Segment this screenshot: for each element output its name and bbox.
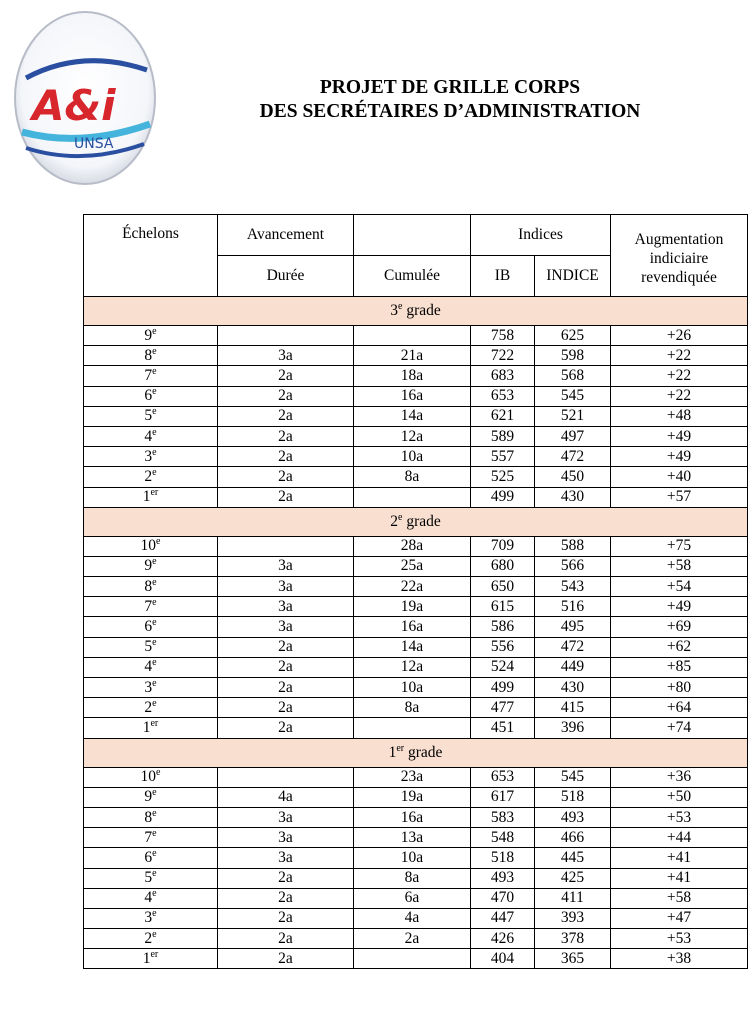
cell-echelon bbox=[84, 868, 218, 888]
echelon-suffix: e bbox=[152, 345, 157, 357]
grade-number-suffix: e bbox=[398, 300, 403, 312]
cell-augmentation: +69 bbox=[611, 617, 748, 637]
cell-cumulee: 16a bbox=[354, 617, 471, 637]
cell-cumulee: 10a bbox=[354, 678, 471, 698]
header-augmentation-line2: indiciaire bbox=[649, 250, 709, 267]
cell-cumulee: 8a bbox=[354, 467, 471, 487]
cell-cumulee: 12a bbox=[354, 657, 471, 677]
cell-duree: 2a bbox=[218, 467, 354, 487]
header-indice: INDICE bbox=[535, 256, 611, 297]
table-row bbox=[84, 467, 748, 487]
grade-header-row bbox=[84, 507, 748, 536]
echelon-suffix: er bbox=[150, 948, 159, 960]
logo-sub-text: UNSA bbox=[74, 136, 114, 152]
cell-echelon bbox=[84, 767, 218, 787]
echelon-suffix: e bbox=[152, 556, 157, 568]
title-line-1: PROJET DE GRILLE CORPS bbox=[319, 77, 581, 98]
cell-echelon bbox=[84, 657, 218, 677]
cell-augmentation: +75 bbox=[611, 536, 748, 556]
echelon-number: 7 bbox=[144, 828, 153, 846]
cell-indice: 625 bbox=[535, 326, 611, 346]
cell-duree bbox=[218, 536, 354, 556]
table-row bbox=[84, 366, 748, 386]
grade-header-row bbox=[84, 738, 748, 767]
echelon-suffix: e bbox=[152, 787, 157, 799]
cell-ib: 589 bbox=[471, 426, 535, 446]
cell-augmentation: +58 bbox=[611, 888, 748, 908]
echelon-number: 4 bbox=[144, 427, 153, 445]
cell-echelon bbox=[84, 556, 218, 576]
cell-echelon bbox=[84, 426, 218, 446]
table-row bbox=[84, 868, 748, 888]
header-empty bbox=[354, 215, 471, 256]
cell-duree: 3a bbox=[218, 807, 354, 827]
cell-indice: 493 bbox=[535, 807, 611, 827]
cell-augmentation: +44 bbox=[611, 828, 748, 848]
table-row bbox=[84, 807, 748, 827]
echelon-suffix: e bbox=[152, 888, 157, 900]
cell-ib: 650 bbox=[471, 577, 535, 597]
cell-indice: 415 bbox=[535, 698, 611, 718]
cell-indice: 472 bbox=[535, 637, 611, 657]
cell-duree: 2a bbox=[218, 447, 354, 467]
cell-cumulee: 18a bbox=[354, 366, 471, 386]
echelon-suffix: e bbox=[152, 466, 157, 478]
cell-echelon bbox=[84, 787, 218, 807]
cell-duree: 2a bbox=[218, 366, 354, 386]
page-title bbox=[160, 76, 740, 124]
echelon-number: 9 bbox=[144, 788, 153, 806]
grade-label: grade bbox=[406, 512, 441, 530]
cell-cumulee: 16a bbox=[354, 386, 471, 406]
table-row bbox=[84, 848, 748, 868]
cell-augmentation: +64 bbox=[611, 698, 748, 718]
echelon-suffix: e bbox=[152, 677, 157, 689]
cell-duree: 2a bbox=[218, 386, 354, 406]
cell-duree: 2a bbox=[218, 888, 354, 908]
table-row bbox=[84, 617, 748, 637]
echelon-number: 2 bbox=[144, 698, 153, 716]
cell-cumulee: 8a bbox=[354, 698, 471, 718]
echelon-number: 4 bbox=[144, 658, 153, 676]
cell-augmentation: +48 bbox=[611, 406, 748, 426]
cell-augmentation: +57 bbox=[611, 487, 748, 507]
cell-indice: 445 bbox=[535, 848, 611, 868]
cell-ib: 404 bbox=[471, 949, 535, 969]
cell-echelon bbox=[84, 406, 218, 426]
cell-duree: 3a bbox=[218, 617, 354, 637]
cell-duree: 3a bbox=[218, 828, 354, 848]
table-row bbox=[84, 406, 748, 426]
table-row bbox=[84, 326, 748, 346]
cell-duree: 2a bbox=[218, 718, 354, 738]
header-augmentation-line3: revendiquée bbox=[641, 269, 717, 286]
header-duree: Durée bbox=[218, 256, 354, 297]
cell-augmentation: +49 bbox=[611, 597, 748, 617]
cell-cumulee: 13a bbox=[354, 828, 471, 848]
cell-ib: 451 bbox=[471, 718, 535, 738]
echelon-suffix: e bbox=[152, 406, 157, 418]
echelon-suffix: e bbox=[152, 426, 157, 438]
cell-ib: 499 bbox=[471, 487, 535, 507]
cell-ib: 470 bbox=[471, 888, 535, 908]
echelon-suffix: e bbox=[152, 365, 157, 377]
cell-echelon bbox=[84, 929, 218, 949]
grade-number-suffix: e bbox=[398, 511, 403, 523]
grade-header-row bbox=[84, 297, 748, 326]
table-row bbox=[84, 718, 748, 738]
cell-echelon bbox=[84, 828, 218, 848]
cell-echelon bbox=[84, 678, 218, 698]
header-cumulee: Cumulée bbox=[354, 256, 471, 297]
cell-cumulee: 21a bbox=[354, 346, 471, 366]
echelon-suffix: e bbox=[152, 576, 157, 588]
cell-echelon bbox=[84, 487, 218, 507]
table-row bbox=[84, 908, 748, 928]
cell-augmentation: +41 bbox=[611, 848, 748, 868]
echelon-suffix: e bbox=[152, 637, 157, 649]
cell-ib: 653 bbox=[471, 386, 535, 406]
echelon-suffix: e bbox=[152, 325, 157, 337]
echelon-number: 3 bbox=[144, 678, 153, 696]
echelon-suffix: e bbox=[152, 596, 157, 608]
cell-duree: 2a bbox=[218, 487, 354, 507]
echelon-number: 3 bbox=[144, 447, 153, 465]
echelon-suffix: e bbox=[152, 928, 157, 940]
cell-indice: 450 bbox=[535, 467, 611, 487]
table-row bbox=[84, 597, 748, 617]
cell-cumulee: 14a bbox=[354, 406, 471, 426]
cell-indice: 545 bbox=[535, 767, 611, 787]
cell-augmentation: +53 bbox=[611, 807, 748, 827]
cell-cumulee: 4a bbox=[354, 908, 471, 928]
cell-indice: 430 bbox=[535, 487, 611, 507]
cell-ib: 653 bbox=[471, 767, 535, 787]
grade-number: 3 bbox=[390, 302, 398, 319]
table-row bbox=[84, 447, 748, 467]
cell-ib: 447 bbox=[471, 908, 535, 928]
cell-duree: 3a bbox=[218, 597, 354, 617]
cell-augmentation: +49 bbox=[611, 426, 748, 446]
echelon-number: 3 bbox=[144, 909, 153, 927]
cell-ib: 683 bbox=[471, 366, 535, 386]
cell-echelon bbox=[84, 577, 218, 597]
cell-ib: 493 bbox=[471, 868, 535, 888]
echelon-number: 1 bbox=[142, 488, 151, 506]
cell-indice: 516 bbox=[535, 597, 611, 617]
cell-duree: 3a bbox=[218, 848, 354, 868]
cell-indice: 411 bbox=[535, 888, 611, 908]
cell-indice: 472 bbox=[535, 447, 611, 467]
header-ib: IB bbox=[471, 256, 535, 297]
table-row bbox=[84, 787, 748, 807]
cell-augmentation: +41 bbox=[611, 868, 748, 888]
cell-ib: 615 bbox=[471, 597, 535, 617]
cell-echelon bbox=[84, 908, 218, 928]
cell-duree: 2a bbox=[218, 678, 354, 698]
cell-echelon bbox=[84, 617, 218, 637]
table-row bbox=[84, 577, 748, 597]
cell-ib: 586 bbox=[471, 617, 535, 637]
table-row bbox=[84, 426, 748, 446]
grade-label: grade bbox=[408, 743, 443, 761]
cell-cumulee: 19a bbox=[354, 787, 471, 807]
header-echelons: Échelons bbox=[84, 215, 218, 297]
table-row bbox=[84, 637, 748, 657]
echelon-number: 9 bbox=[144, 326, 153, 344]
cell-indice: 588 bbox=[535, 536, 611, 556]
cell-duree: 2a bbox=[218, 637, 354, 657]
cell-indice: 393 bbox=[535, 908, 611, 928]
cell-cumulee: 14a bbox=[354, 637, 471, 657]
cell-echelon bbox=[84, 386, 218, 406]
cell-cumulee: 8a bbox=[354, 868, 471, 888]
cell-echelon bbox=[84, 447, 218, 467]
table-row bbox=[84, 556, 748, 576]
cell-echelon bbox=[84, 467, 218, 487]
echelon-number: 10 bbox=[140, 537, 157, 555]
cell-cumulee: 12a bbox=[354, 426, 471, 446]
logo-main-text: A&i bbox=[32, 81, 116, 130]
header-indices: Indices bbox=[471, 215, 611, 256]
echelon-number: 5 bbox=[144, 407, 153, 425]
cell-indice: 518 bbox=[535, 787, 611, 807]
echelon-suffix: er bbox=[150, 717, 159, 729]
cell-augmentation: +47 bbox=[611, 908, 748, 928]
table-row bbox=[84, 678, 748, 698]
cell-indice: 425 bbox=[535, 868, 611, 888]
echelon-suffix: e bbox=[156, 536, 161, 548]
cell-ib: 477 bbox=[471, 698, 535, 718]
echelon-suffix: e bbox=[152, 657, 157, 669]
cell-indice: 365 bbox=[535, 949, 611, 969]
echelon-suffix: e bbox=[152, 386, 157, 397]
cell-duree: 2a bbox=[218, 949, 354, 969]
echelon-number: 2 bbox=[144, 929, 153, 947]
cell-duree: 2a bbox=[218, 868, 354, 888]
table-row bbox=[84, 386, 748, 406]
grade-number: 2 bbox=[390, 512, 398, 530]
cell-ib: 499 bbox=[471, 678, 535, 698]
cell-ib: 557 bbox=[471, 447, 535, 467]
cell-augmentation: +74 bbox=[611, 718, 748, 738]
salary-grid-table bbox=[83, 214, 748, 969]
cell-echelon bbox=[84, 807, 218, 827]
cell-echelon bbox=[84, 326, 218, 346]
cell-duree: 4a bbox=[218, 787, 354, 807]
cell-echelon bbox=[84, 637, 218, 657]
echelon-number: 6 bbox=[144, 618, 153, 636]
echelon-suffix: e bbox=[152, 616, 157, 628]
cell-ib: 524 bbox=[471, 657, 535, 677]
cell-augmentation: +50 bbox=[611, 787, 748, 807]
cell-ib: 518 bbox=[471, 848, 535, 868]
cell-cumulee: 22a bbox=[354, 577, 471, 597]
echelon-suffix: e bbox=[156, 767, 161, 778]
echelon-suffix: e bbox=[152, 908, 157, 920]
cell-duree: 2a bbox=[218, 657, 354, 677]
cell-ib: 525 bbox=[471, 467, 535, 487]
cell-ib: 758 bbox=[471, 326, 535, 346]
table-row bbox=[84, 888, 748, 908]
cell-augmentation: +22 bbox=[611, 366, 748, 386]
cell-cumulee: 6a bbox=[354, 888, 471, 908]
cell-indice: 568 bbox=[535, 366, 611, 386]
echelon-number: 5 bbox=[144, 638, 153, 656]
cell-ib: 617 bbox=[471, 787, 535, 807]
cell-cumulee: 19a bbox=[354, 597, 471, 617]
cell-duree: 3a bbox=[218, 577, 354, 597]
cell-cumulee bbox=[354, 487, 471, 507]
table-row bbox=[84, 536, 748, 556]
cell-echelon bbox=[84, 698, 218, 718]
echelon-number: 1 bbox=[142, 949, 151, 967]
cell-indice: 378 bbox=[535, 929, 611, 949]
cell-duree: 2a bbox=[218, 929, 354, 949]
cell-indice: 545 bbox=[535, 386, 611, 406]
echelon-number: 5 bbox=[144, 869, 153, 887]
cell-augmentation: +54 bbox=[611, 577, 748, 597]
echelon-suffix: e bbox=[152, 847, 157, 859]
cell-augmentation: +58 bbox=[611, 556, 748, 576]
cell-duree bbox=[218, 326, 354, 346]
header-augmentation-line1: Augmentation bbox=[634, 231, 724, 248]
echelon-number: 2 bbox=[144, 467, 153, 485]
echelon-suffix: e bbox=[152, 827, 157, 839]
cell-duree: 2a bbox=[218, 908, 354, 928]
cell-augmentation: +62 bbox=[611, 637, 748, 657]
cell-ib: 722 bbox=[471, 346, 535, 366]
cell-indice: 521 bbox=[535, 406, 611, 426]
cell-indice: 497 bbox=[535, 426, 611, 446]
cell-echelon bbox=[84, 718, 218, 738]
echelon-number: 7 bbox=[144, 366, 153, 384]
cell-echelon bbox=[84, 597, 218, 617]
table-row bbox=[84, 767, 748, 787]
cell-cumulee: 25a bbox=[354, 556, 471, 576]
title-line-2: DES SECRÉTAIRES D’ADMINISTRATION bbox=[259, 101, 641, 122]
echelon-suffix: e bbox=[152, 697, 157, 709]
echelon-number: 8 bbox=[144, 346, 153, 364]
table-row bbox=[84, 949, 748, 969]
ai-unsa-logo bbox=[12, 8, 158, 188]
cell-cumulee: 2a bbox=[354, 929, 471, 949]
header-avancement: Avancement bbox=[218, 215, 354, 256]
cell-echelon bbox=[84, 848, 218, 868]
cell-ib: 548 bbox=[471, 828, 535, 848]
cell-indice: 566 bbox=[535, 556, 611, 576]
echelon-suffix: e bbox=[152, 446, 157, 458]
cell-indice: 495 bbox=[535, 617, 611, 637]
cell-augmentation: +22 bbox=[611, 346, 748, 366]
grid-body bbox=[84, 297, 748, 969]
cell-duree: 3a bbox=[218, 346, 354, 366]
table-row bbox=[84, 828, 748, 848]
cell-augmentation: +85 bbox=[611, 657, 748, 677]
cell-cumulee: 28a bbox=[354, 536, 471, 556]
cell-duree bbox=[218, 767, 354, 787]
cell-echelon bbox=[84, 346, 218, 366]
echelon-number: 8 bbox=[144, 577, 153, 595]
cell-cumulee: 16a bbox=[354, 807, 471, 827]
cell-duree: 2a bbox=[218, 406, 354, 426]
grade-title bbox=[84, 297, 748, 326]
cell-ib: 426 bbox=[471, 929, 535, 949]
cell-augmentation: +49 bbox=[611, 447, 748, 467]
cell-augmentation: +40 bbox=[611, 467, 748, 487]
cell-augmentation: +38 bbox=[611, 949, 748, 969]
table-row bbox=[84, 929, 748, 949]
echelon-number: 7 bbox=[144, 597, 153, 615]
grade-label: grade bbox=[406, 302, 441, 319]
echelon-number: 6 bbox=[144, 387, 153, 405]
table-row bbox=[84, 657, 748, 677]
cell-duree: 2a bbox=[218, 426, 354, 446]
cell-ib: 583 bbox=[471, 807, 535, 827]
cell-echelon bbox=[84, 888, 218, 908]
cell-duree: 2a bbox=[218, 698, 354, 718]
cell-indice: 598 bbox=[535, 346, 611, 366]
cell-cumulee bbox=[354, 326, 471, 346]
cell-cumulee: 10a bbox=[354, 848, 471, 868]
cell-cumulee bbox=[354, 718, 471, 738]
cell-ib: 621 bbox=[471, 406, 535, 426]
echelon-suffix: e bbox=[152, 807, 157, 819]
grade-number-suffix: er bbox=[396, 742, 405, 754]
cell-indice: 430 bbox=[535, 678, 611, 698]
grade-number: 1 bbox=[388, 743, 397, 761]
cell-echelon bbox=[84, 949, 218, 969]
cell-augmentation: +53 bbox=[611, 929, 748, 949]
cell-indice: 466 bbox=[535, 828, 611, 848]
cell-indice: 449 bbox=[535, 657, 611, 677]
echelon-number: 1 bbox=[142, 718, 151, 736]
echelon-suffix: er bbox=[150, 486, 159, 498]
grade-title bbox=[84, 507, 748, 536]
cell-indice: 396 bbox=[535, 718, 611, 738]
header-augmentation bbox=[611, 215, 748, 297]
echelon-number: 10 bbox=[140, 768, 157, 786]
cell-ib: 680 bbox=[471, 556, 535, 576]
table-row bbox=[84, 698, 748, 718]
cell-ib: 556 bbox=[471, 637, 535, 657]
cell-echelon bbox=[84, 366, 218, 386]
cell-indice: 543 bbox=[535, 577, 611, 597]
cell-ib: 709 bbox=[471, 536, 535, 556]
table-row bbox=[84, 346, 748, 366]
cell-cumulee bbox=[354, 949, 471, 969]
echelon-number: 8 bbox=[144, 808, 153, 826]
echelon-number: 9 bbox=[144, 557, 153, 575]
echelon-suffix: e bbox=[152, 867, 157, 879]
grade-title bbox=[84, 738, 748, 767]
cell-echelon bbox=[84, 536, 218, 556]
cell-augmentation: +22 bbox=[611, 386, 748, 406]
cell-cumulee: 23a bbox=[354, 767, 471, 787]
cell-cumulee: 10a bbox=[354, 447, 471, 467]
table-row bbox=[84, 487, 748, 507]
echelon-number: 6 bbox=[144, 848, 153, 866]
cell-augmentation: +26 bbox=[611, 326, 748, 346]
cell-augmentation: +36 bbox=[611, 767, 748, 787]
cell-augmentation: +80 bbox=[611, 678, 748, 698]
cell-duree: 3a bbox=[218, 556, 354, 576]
echelon-number: 4 bbox=[144, 889, 153, 907]
